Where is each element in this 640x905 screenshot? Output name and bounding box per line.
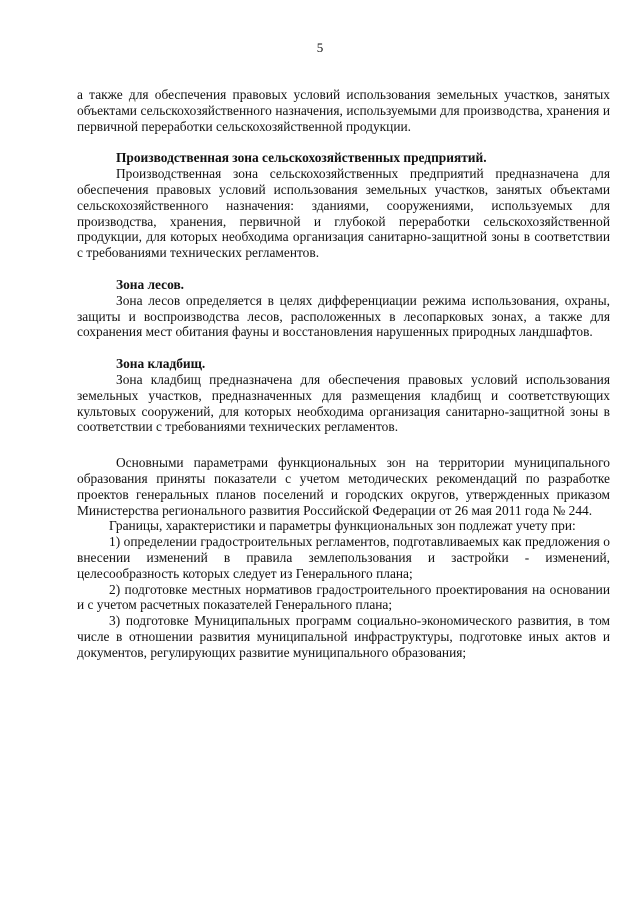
- list-item: 3) подготовке Муниципальных программ социально-экономического развития, в том числе в отношении развития муниципальной инфраструктуры, подготовке иных актов и документов, регулирующих развитие муниципального образования;: [77, 613, 610, 660]
- intro-paragraph: а также для обеспечения правовых условий использования земельных участков, занятых объектами сельскохозяйственного назначения, используемыми для производства, хранения и первичной переработки сельскохозяйственной продукции.: [77, 87, 610, 134]
- boundaries-paragraph: Границы, характеристики и параметры функциональных зон подлежат учету при:: [109, 518, 576, 534]
- list-item: 1) определении градостроительных регламентов, подготавливаемых как предложения о внесении изменений в правила землепользования и застройки - изменений, целесообразность которых следует из Генерального плана;: [77, 534, 610, 581]
- section-text-agricultural-zone: Производственная зона сельскохозяйственных предприятий предназначена для обеспечения правовых условий использования земельных участков, занятых объектами сельскохозяйственного назначения: зданиями, сооружениями, используемых для производства, хранения, первичной и глубокой переработки сельскохозяйственной продукции, для которых необходима организация санитарно-защитной зоны в соответствии с требованиями технических регламентов.: [77, 166, 610, 261]
- section-title-agricultural-zone: Производственная зона сельскохозяйственных предприятий.: [116, 150, 487, 166]
- section-text-forest-zone: Зона лесов определяется в целях дифференциации режима использования, охраны, защиты и воспроизводства лесов, расположенных в лесопарковых зонах, а также для сохранения мест обитания фауны и восстановления нарушенных природных ландшафтов.: [77, 292, 610, 340]
- page-number: 5: [316, 40, 324, 55]
- parameters-paragraph: Основными параметрами функциональных зон на территории муниципального образования приняты показатели с учетом методических рекомендаций по разработке проектов генеральных планов поселений и городских округов, утвержденных приказом Министерства регионального развития Российской Федерации от 26 мая 2011 года № 244.: [77, 455, 610, 518]
- list-item: 2) подготовке местных нормативов градостроительного проектирования на основании и с учетом расчетных показателей Генерального плана;: [77, 581, 610, 613]
- section-text-cemetery-zone: Зона кладбищ предназначена для обеспечения правовых условий использования земельных участков, предназначенных для размещения кладбищ и соответствующих культовых сооружений, для которых необходима организация санитарно-защитной зоны в соответствии с требованиями технических регламентов.: [77, 371, 610, 435]
- section-title-forest-zone: Зона лесов.: [116, 276, 185, 292]
- section-title-cemetery-zone: Зона кладбищ.: [116, 356, 206, 372]
- document-body: [77, 87, 610, 661]
